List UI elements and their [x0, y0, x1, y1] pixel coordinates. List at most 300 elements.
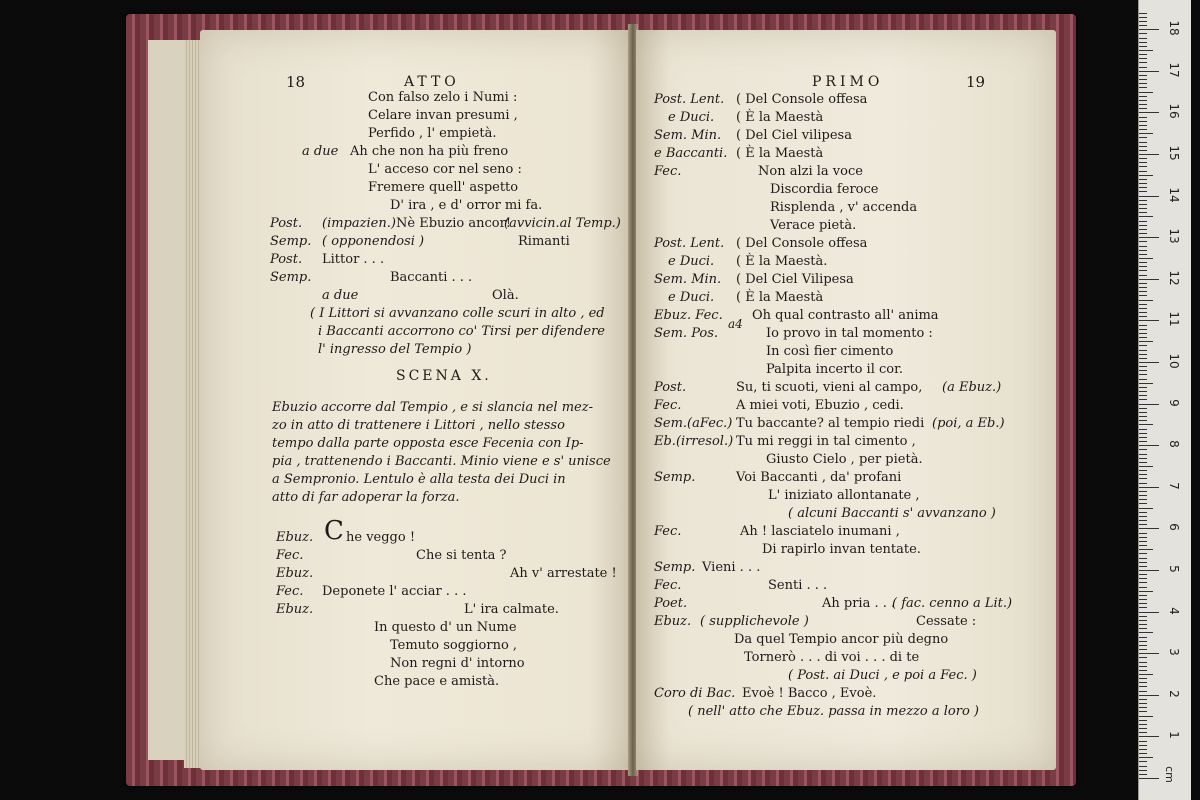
ruler-tick	[1139, 241, 1147, 242]
verse-line: Ah che non ha più freno	[350, 144, 509, 159]
speaker: Semp.	[654, 560, 696, 575]
ruler-tick	[1139, 308, 1147, 309]
ruler-tick	[1139, 541, 1147, 542]
ruler-tick	[1139, 341, 1153, 342]
verse-line: Non alzi la voce	[758, 164, 863, 179]
ruler-tick	[1139, 254, 1147, 255]
ruler-tick	[1139, 354, 1147, 355]
stage-direction: ( opponendosi )	[322, 234, 425, 249]
ruler-number: 11	[1167, 311, 1181, 328]
ruler-tick	[1139, 154, 1159, 155]
dialogue-line: Io provo in tal momento :	[766, 326, 933, 341]
ruler-tick	[1139, 716, 1153, 717]
verse-line: Risplenda , v' accenda	[770, 200, 918, 215]
ruler-number: 7	[1167, 481, 1181, 490]
ruler-tick	[1139, 175, 1153, 176]
ruler-tick	[1139, 766, 1147, 767]
dialogue-line: Olà.	[492, 288, 519, 303]
speaker: Post. Lent.	[654, 92, 725, 107]
scene-description: zo in atto di trattenere i Littori , nello stesso	[272, 418, 565, 433]
stage-direction: (a Ebuz.)	[942, 380, 1002, 395]
dialogue-line: ( Del Ciel vilipesa	[736, 128, 852, 143]
ruler-tick	[1139, 17, 1147, 18]
dialogue-line: ( Del Console offesa	[736, 236, 868, 251]
ruler-tick	[1139, 761, 1147, 762]
dialogue-line: ( Del Ciel Vilipesa	[736, 272, 854, 287]
ruler-tick	[1139, 391, 1147, 392]
dialogue-line: Cessate :	[916, 614, 977, 629]
ruler-tick	[1139, 366, 1147, 367]
ruler-tick	[1139, 67, 1147, 68]
speaker: Semp.	[270, 270, 312, 285]
ruler-tick	[1139, 258, 1153, 259]
ruler-tick	[1139, 603, 1147, 604]
ruler-tick	[1139, 732, 1147, 733]
ruler-number: 13	[1167, 228, 1181, 244]
scene-description: pia , trattenendo i Baccanti. Minio viene e s' unisce	[272, 454, 611, 469]
stage-direction: ( I Littori si avvanzano colle scuri in alto , ed	[310, 306, 605, 321]
ruler-tick	[1139, 329, 1147, 330]
dialogue-line: Baccanti . . .	[390, 270, 473, 285]
verse-line: Con falso zelo i Numi :	[368, 90, 518, 105]
ruler-tick	[1139, 662, 1147, 663]
ruler-tick	[1139, 283, 1147, 284]
ruler-tick	[1139, 637, 1147, 638]
ruler-tick	[1139, 707, 1147, 708]
ruler-tick	[1139, 25, 1147, 26]
dialogue-line: Oh qual contrasto all' anima	[752, 308, 939, 323]
ruler-tick	[1139, 387, 1147, 388]
ruler-number: 18	[1167, 20, 1181, 36]
ruler-tick	[1139, 395, 1147, 396]
ruler-number: 5	[1167, 565, 1181, 573]
ruler-tick	[1139, 445, 1159, 446]
ruler-tick	[1139, 117, 1147, 118]
ruler-tick	[1139, 54, 1147, 55]
ruler-tick	[1139, 279, 1159, 280]
speaker: Post. Lent.	[654, 236, 725, 251]
ruler-tick	[1139, 574, 1147, 575]
ruler-tick	[1139, 703, 1147, 704]
ruler-tick	[1139, 379, 1147, 380]
ruler-tick	[1139, 549, 1153, 550]
dialogue-line: Che si tenta ?	[416, 548, 507, 563]
ruler-tick	[1139, 545, 1147, 546]
ruler-tick	[1139, 645, 1147, 646]
ruler-tick	[1139, 478, 1147, 479]
ruler-tick	[1139, 774, 1147, 775]
stage-direction: ( Post. ai Duci , e poi a Fec. )	[788, 668, 977, 683]
dialogue-line: In così fier cimento	[766, 344, 894, 359]
dialogue-line: Littor . . .	[322, 252, 385, 267]
ruler-tick	[1139, 38, 1147, 39]
ruler-tick	[1139, 13, 1147, 14]
ruler-tick	[1139, 528, 1159, 529]
ruler-tick	[1139, 129, 1147, 130]
ruler-tick	[1139, 508, 1153, 509]
ruler-tick	[1139, 295, 1147, 296]
ruler-tick	[1139, 520, 1147, 521]
ruler-tick	[1139, 420, 1147, 421]
ruler-tick	[1139, 362, 1159, 363]
ruler-tick	[1139, 691, 1147, 692]
ruler-tick	[1139, 225, 1147, 226]
ruler-tick	[1139, 121, 1147, 122]
ruler-tick	[1139, 58, 1147, 59]
stage-direction: (impazien.)	[322, 216, 396, 231]
ruler-tick	[1139, 437, 1147, 438]
ruler-tick	[1139, 653, 1159, 654]
ruler-tick	[1139, 624, 1147, 625]
ruler-tick	[1139, 104, 1147, 105]
dialogue-line: Ah v' arrestate !	[510, 566, 617, 581]
speaker: e Duci.	[668, 254, 715, 269]
verse-line: Non regni d' intorno	[390, 656, 525, 671]
ruler-number: 12	[1167, 270, 1181, 286]
ruler-tick	[1139, 21, 1147, 22]
ruler-tick	[1139, 108, 1147, 109]
ruler-tick	[1139, 133, 1153, 134]
ruler-tick	[1139, 657, 1147, 658]
ruler-tick	[1139, 670, 1147, 671]
ruler-tick	[1139, 345, 1147, 346]
ruler-tick	[1139, 711, 1147, 712]
ruler-number: 17	[1167, 62, 1181, 78]
ruler-tick	[1139, 50, 1153, 51]
speaker: e Baccanti.	[654, 146, 728, 161]
ruler-tick	[1139, 474, 1147, 475]
ruler-tick	[1139, 100, 1147, 101]
ruler-number: 15	[1167, 145, 1181, 161]
drop-capital: C	[324, 516, 344, 546]
ruler-tick	[1139, 458, 1147, 459]
ruler-tick	[1139, 491, 1147, 492]
speaker: Fec.	[654, 524, 682, 539]
dialogue-line: Tu mi reggi in tal cimento ,	[736, 434, 916, 449]
ruler-number: 10	[1167, 353, 1181, 369]
ruler-tick	[1139, 595, 1147, 596]
ruler-tick	[1139, 229, 1147, 230]
speaker: Fec.	[276, 584, 304, 599]
ruler-number: 14	[1167, 186, 1181, 203]
ruler-number: 6	[1167, 523, 1181, 532]
dialogue-line: L' iniziato allontanate ,	[768, 488, 920, 503]
ruler-tick	[1139, 212, 1147, 213]
ruler-number: 16	[1167, 103, 1181, 120]
ruler-tick	[1139, 42, 1147, 43]
verse-line: D' ira , e d' orror mi fa.	[390, 198, 543, 213]
ruler-tick	[1139, 686, 1147, 687]
ruler-tick	[1139, 358, 1147, 359]
dialogue-line: Voi Baccanti , da' profani	[736, 470, 902, 485]
ruler-tick	[1139, 724, 1147, 725]
dialogue-line: Ah pria . . .	[822, 596, 896, 611]
verse-line: In questo d' un Nume	[374, 620, 517, 635]
verse-line: Discordia feroce	[770, 182, 879, 197]
page-number-left: 18	[286, 73, 306, 91]
dialogue-line: Evoè ! Bacco , Evoè.	[742, 686, 877, 701]
ruler-tick	[1139, 71, 1159, 72]
dialogue-line: Tu baccante? al tempio riedi	[736, 416, 925, 431]
ruler-tick	[1139, 466, 1153, 467]
stage-direction: ( nell' atto che Ebuz. passa in mezzo a loro )	[688, 704, 979, 719]
ruler-tick	[1139, 728, 1147, 729]
ruler-tick	[1139, 649, 1147, 650]
speaker: Post.	[270, 252, 303, 267]
ruler-tick	[1139, 678, 1147, 679]
speaker: Semp.	[654, 470, 696, 485]
dialogue-line: ( Del Console offesa	[736, 92, 868, 107]
ruler-tick	[1139, 558, 1147, 559]
ruler-tick	[1139, 562, 1147, 563]
ruler-tick	[1139, 266, 1147, 267]
dialogue-line: Ah ! lasciatelo inumani ,	[740, 524, 900, 539]
ruler-tick	[1139, 204, 1147, 205]
dialogue-line: Palpita incerto il cor.	[766, 362, 904, 377]
dialogue-line: ( È la Maestà	[736, 290, 824, 305]
page-number-right: 19	[966, 73, 986, 91]
speaker: e Duci.	[668, 110, 715, 125]
ruler-tick	[1139, 183, 1147, 184]
ruler-number: 1	[1167, 731, 1181, 740]
ruler-tick	[1139, 196, 1159, 197]
ruler-tick	[1139, 695, 1159, 696]
speaker: Ebuz. Fec.	[654, 308, 723, 323]
ruler-tick	[1139, 46, 1147, 47]
ruler-tick	[1139, 628, 1147, 629]
verse-line: L' acceso cor nel seno :	[368, 162, 522, 177]
stage-direction: (avvicin.al Temp.)	[504, 216, 621, 231]
verse-line: Perfido , l' empietà.	[368, 126, 497, 141]
ruler-tick	[1139, 125, 1147, 126]
ruler-tick	[1139, 96, 1147, 97]
ruler-tick	[1139, 191, 1147, 192]
ruler-tick	[1139, 304, 1147, 305]
ruler-tick	[1139, 316, 1147, 317]
ruler-tick	[1139, 62, 1147, 63]
ruler-tick	[1139, 408, 1147, 409]
ruler-tick	[1139, 599, 1147, 600]
ruler-unit: cm	[1162, 766, 1176, 783]
speaker: Semp.	[270, 234, 312, 249]
dialogue-line: Giusto Cielo , per pietà.	[766, 452, 923, 467]
a-quattro-label: a4	[728, 317, 743, 331]
ruler-tick	[1139, 112, 1159, 113]
dialogue-line: Su, ti scuoti, vieni al campo,	[736, 380, 923, 395]
a-due-label: a due	[322, 288, 359, 303]
speaker: Fec.	[654, 164, 682, 179]
ruler-tick	[1139, 666, 1147, 667]
ruler-tick	[1139, 587, 1147, 588]
ruler-tick	[1139, 404, 1159, 405]
speaker: Eb.(irresol.)	[654, 434, 734, 449]
dialogue-line: Nè Ebuzio ancor!	[396, 216, 512, 231]
ruler-tick	[1139, 778, 1159, 779]
ruler-tick	[1139, 337, 1147, 338]
ruler-tick	[1139, 516, 1147, 517]
ruler-number: 3	[1167, 648, 1181, 656]
running-head-right: PRIMO	[812, 74, 884, 90]
left-page	[200, 30, 632, 770]
ruler-tick	[1139, 216, 1153, 217]
ruler-tick	[1139, 462, 1147, 463]
ruler-tick	[1139, 720, 1147, 721]
a-due-label: a due	[302, 144, 339, 159]
ruler-tick	[1139, 620, 1147, 621]
ruler-tick	[1139, 383, 1153, 384]
ruler-tick	[1139, 146, 1147, 147]
speaker: Coro di Bac.	[654, 686, 736, 701]
ruler-tick	[1139, 262, 1147, 263]
ruler-tick	[1139, 246, 1147, 247]
dialogue-line: Tornerò . . . di voi . . . di te	[744, 650, 920, 665]
verse-line: Celare invan presumi ,	[368, 108, 518, 123]
ruler-tick	[1139, 449, 1147, 450]
ruler-tick	[1139, 533, 1147, 534]
stage-direction: i Baccanti accorrono co' Tirsi per difendere	[318, 324, 605, 339]
ruler-tick	[1139, 566, 1147, 567]
speaker: Post.	[270, 216, 303, 231]
ruler-tick	[1139, 641, 1147, 642]
speaker: Sem. Pos.	[654, 326, 719, 341]
ruler-tick	[1139, 745, 1147, 746]
ruler-tick	[1139, 607, 1147, 608]
ruler-tick	[1139, 441, 1147, 442]
ruler-tick	[1139, 612, 1159, 613]
speaker: Sem. Min.	[654, 128, 722, 143]
ruler-tick	[1139, 333, 1147, 334]
ruler-tick	[1139, 749, 1147, 750]
dialogue-line: Rimanti	[518, 234, 570, 249]
ruler-tick	[1139, 291, 1147, 292]
ruler-tick	[1139, 433, 1147, 434]
speaker: Fec.	[276, 548, 304, 563]
ruler-tick	[1139, 399, 1147, 400]
ruler-tick	[1139, 570, 1159, 571]
ruler-tick	[1139, 171, 1147, 172]
scene-description: atto di far adoperar la forza.	[272, 490, 460, 505]
speaker: Post.	[654, 380, 687, 395]
verse-line: Verace pietà.	[770, 218, 857, 233]
ruler-tick	[1139, 158, 1147, 159]
ruler-tick	[1139, 312, 1147, 313]
ruler-tick	[1139, 300, 1153, 301]
ruler-tick	[1139, 632, 1153, 633]
endpaper-flap	[148, 40, 188, 760]
ruler-tick	[1139, 187, 1147, 188]
ruler-tick	[1139, 200, 1147, 201]
ruler-tick	[1139, 87, 1147, 88]
right-page	[636, 30, 1056, 770]
stage-direction: l' ingresso del Tempio )	[318, 342, 472, 357]
ruler-tick	[1139, 412, 1147, 413]
ruler-tick	[1139, 524, 1147, 525]
ruler-tick	[1139, 320, 1159, 321]
ruler-tick	[1139, 416, 1147, 417]
ruler-tick	[1139, 736, 1159, 737]
ruler-tick	[1139, 275, 1147, 276]
ruler-tick	[1139, 237, 1159, 238]
stage-direction: ( supplichevole )	[700, 614, 809, 629]
ruler-tick	[1139, 287, 1147, 288]
speaker: Fec.	[654, 398, 682, 413]
ruler-tick	[1139, 250, 1147, 251]
dialogue-line: he veggo !	[346, 530, 416, 545]
stage-direction: ( alcuni Baccanti s' avvanzano )	[788, 506, 996, 521]
ruler-tick	[1139, 495, 1147, 496]
scene-description: Ebuzio accorre dal Tempio , e si slancia nel mez-	[272, 400, 593, 415]
verse-line: Fremere quell' aspetto	[368, 180, 519, 195]
ruler-tick	[1139, 582, 1147, 583]
running-head-left: ATTO	[404, 74, 460, 90]
ruler-tick	[1139, 503, 1147, 504]
ruler-tick	[1139, 537, 1147, 538]
speaker: Fec.	[654, 578, 682, 593]
ruler-tick	[1139, 270, 1147, 271]
ruler-tick	[1139, 79, 1147, 80]
ruler-tick	[1139, 616, 1147, 617]
ruler-tick	[1139, 753, 1147, 754]
ruler-tick	[1139, 150, 1147, 151]
speaker: Ebuz.	[276, 566, 314, 581]
scene-description: tempo dalla parte opposta esce Fecenia con Ip-	[272, 436, 584, 451]
verse-line: Che pace e amistà.	[374, 674, 500, 689]
ruler-tick	[1139, 499, 1147, 500]
ruler-tick	[1139, 83, 1147, 84]
ruler-tick	[1139, 137, 1147, 138]
ruler-tick	[1139, 682, 1147, 683]
ruler-tick	[1139, 674, 1153, 675]
dialogue-line: Vieni . . .	[702, 560, 761, 575]
ruler-number: 4	[1167, 606, 1181, 615]
ruler-tick	[1139, 757, 1153, 758]
speaker: e Duci.	[668, 290, 715, 305]
ruler-tick	[1139, 325, 1147, 326]
ruler-tick	[1139, 454, 1147, 455]
speaker: Poet.	[654, 596, 688, 611]
ruler-tick	[1139, 179, 1147, 180]
ruler-tick	[1139, 578, 1147, 579]
dialogue-line: ( È la Maestà	[736, 110, 824, 125]
ruler-number: 9	[1167, 398, 1181, 407]
ruler-tick	[1139, 374, 1147, 375]
ruler-tick	[1139, 741, 1147, 742]
ruler-tick	[1139, 699, 1147, 700]
ruler-tick	[1139, 512, 1147, 513]
ruler-tick	[1139, 142, 1147, 143]
measuring-ruler	[1138, 0, 1191, 800]
ruler-tick	[1139, 233, 1147, 234]
ruler-tick	[1139, 429, 1147, 430]
dialogue-line: Deponete l' acciar . . .	[322, 584, 467, 599]
stage-direction: ( fac. cenno a Lit.)	[892, 596, 1013, 611]
ruler-tick	[1139, 770, 1147, 771]
ruler-tick	[1139, 208, 1147, 209]
ruler-tick	[1139, 75, 1147, 76]
dialogue-line: ( È la Maestà.	[736, 254, 828, 269]
ruler-number: 8	[1167, 440, 1181, 448]
ruler-tick	[1139, 166, 1147, 167]
dialogue-line: Senti . . .	[768, 578, 828, 593]
dialogue-line: Da quel Tempio ancor più degno	[734, 632, 949, 647]
speaker: Ebuz.	[276, 530, 314, 545]
ruler-tick	[1139, 553, 1147, 554]
ruler-tick	[1139, 221, 1147, 222]
dialogue-line: ( È la Maestà	[736, 146, 824, 161]
ruler-tick	[1139, 487, 1159, 488]
ruler-tick	[1139, 92, 1153, 93]
ruler-tick	[1139, 483, 1147, 484]
